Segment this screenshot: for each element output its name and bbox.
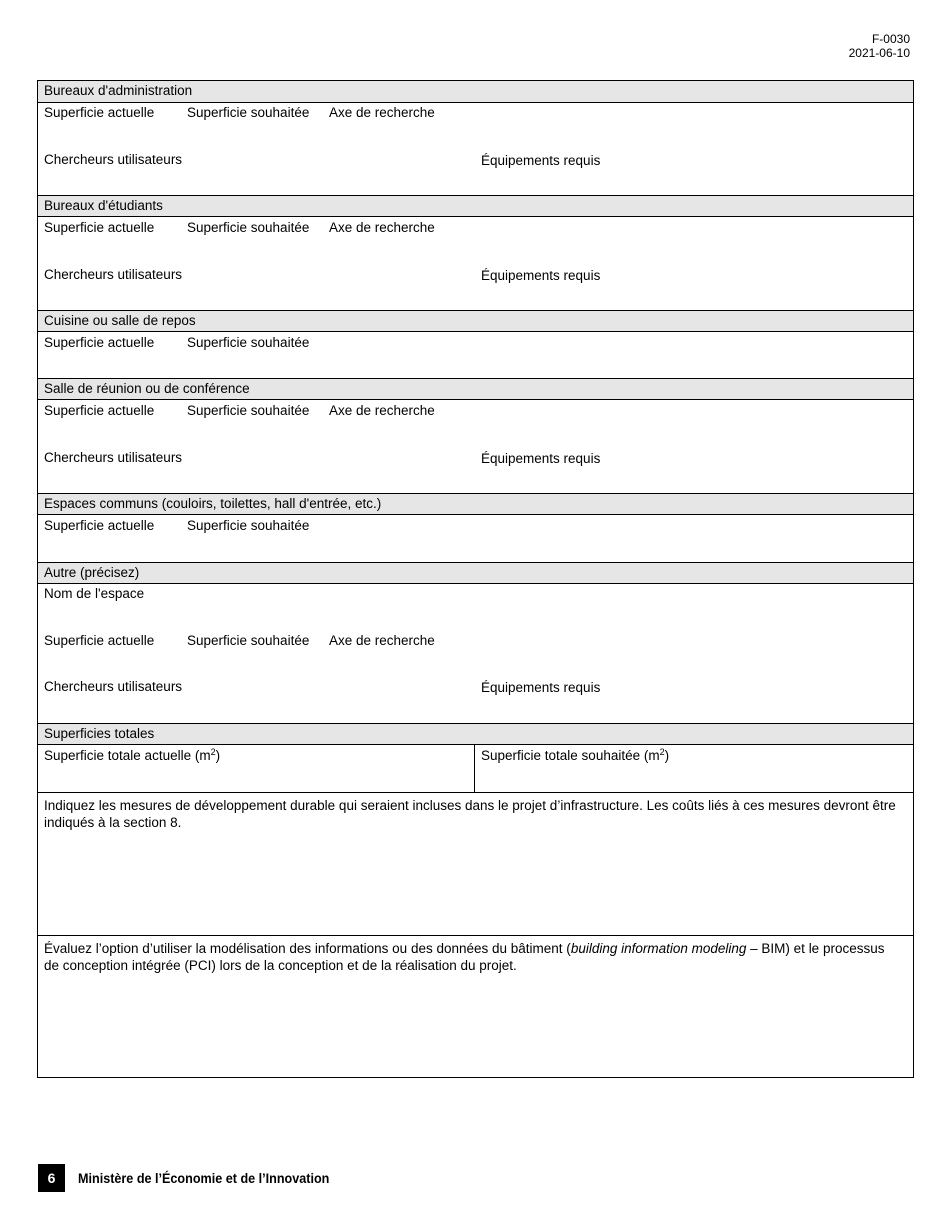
bim-text-italic: building information modeling <box>570 941 747 956</box>
section-header-common-spaces: Espaces communs (couloirs, toilettes, hall d'entrée, etc.) <box>38 493 913 515</box>
other-research-axis-field[interactable]: Axe de recherche <box>329 633 435 648</box>
section-header-meeting-room: Salle de réunion ou de conférence <box>38 378 913 400</box>
total-desired-area-label: Superficie totale souhaitée (m <box>481 748 660 763</box>
other-desired-area-field[interactable]: Superficie souhaitée <box>187 633 310 648</box>
sustainability-measures-field[interactable]: Indiquez les mesures de développement durable qui seraient incluses dans le projet d’infrastructure. Les coûts liés à ces mesures devront être indiqués à la section 8. <box>44 798 896 830</box>
common-current-area-field[interactable]: Superficie actuelle <box>44 518 155 533</box>
bim-text-start: Évaluez l’option d’utiliser la modélisation des informations ou des données du bâtiment ( <box>44 941 571 956</box>
closing-paren: ) <box>664 748 670 763</box>
student-research-axis-field[interactable]: Axe de recherche <box>329 220 435 235</box>
form-code-block <box>849 32 910 60</box>
meeting-researchers-field[interactable]: Chercheurs utilisateurs <box>44 450 183 465</box>
other-equipment-field[interactable]: Équipements requis <box>481 680 601 695</box>
kitchen-current-area-field[interactable]: Superficie actuelle <box>44 335 155 350</box>
other-current-area-field[interactable]: Superficie actuelle <box>44 633 155 648</box>
kitchen-desired-area-field[interactable]: Superficie souhaitée <box>187 335 310 350</box>
meeting-desired-area-field[interactable]: Superficie souhaitée <box>187 403 310 418</box>
bim-text-end: – BIM) et le processus de conception intégrée (PCI) lors de la conception et de la réalisation du projet. <box>44 941 885 973</box>
admin-current-area-field[interactable]: Superficie actuelle <box>44 105 155 120</box>
divider <box>38 935 913 936</box>
section-header-admin-offices: Bureaux d'administration <box>38 81 913 103</box>
other-space-name-field[interactable]: Nom de l'espace <box>44 586 145 601</box>
section-header-totals: Superficies totales <box>38 723 913 745</box>
admin-researchers-field[interactable]: Chercheurs utilisateurs <box>44 152 183 167</box>
admin-desired-area-field[interactable]: Superficie souhaitée <box>187 105 310 120</box>
square-meter-exponent: 2 <box>659 747 665 757</box>
space-requirements-form <box>37 80 914 1078</box>
student-desired-area-field[interactable]: Superficie souhaitée <box>187 220 310 235</box>
divider <box>38 792 913 793</box>
bim-evaluation-field[interactable] <box>44 940 903 974</box>
totals-column-divider <box>474 745 475 792</box>
total-current-area-field[interactable] <box>44 748 220 764</box>
section-header-other: Autre (précisez) <box>38 562 913 584</box>
section-header-kitchen: Cuisine ou salle de repos <box>38 310 913 332</box>
meeting-current-area-field[interactable]: Superficie actuelle <box>44 403 155 418</box>
student-current-area-field[interactable]: Superficie actuelle <box>44 220 155 235</box>
admin-equipment-field[interactable]: Équipements requis <box>481 153 601 168</box>
page-number: 6 <box>38 1164 65 1192</box>
student-researchers-field[interactable]: Chercheurs utilisateurs <box>44 267 183 282</box>
admin-research-axis-field[interactable]: Axe de recherche <box>329 105 435 120</box>
total-desired-area-field[interactable] <box>481 748 669 764</box>
meeting-research-axis-field[interactable]: Axe de recherche <box>329 403 435 418</box>
form-date: 2021-06-10 <box>848 46 910 60</box>
square-meter-exponent: 2 <box>210 747 216 757</box>
student-equipment-field[interactable]: Équipements requis <box>481 268 601 283</box>
total-current-area-label: Superficie totale actuelle (m <box>44 748 211 763</box>
form-number: F-0030 <box>871 32 910 46</box>
closing-paren: ) <box>215 748 221 763</box>
section-header-student-offices: Bureaux d'étudiants <box>38 195 913 217</box>
ministry-name: Ministère de l’Économie et de l’Innovation <box>78 1170 330 1186</box>
other-researchers-field[interactable]: Chercheurs utilisateurs <box>44 679 183 694</box>
meeting-equipment-field[interactable]: Équipements requis <box>481 451 601 466</box>
common-desired-area-field[interactable]: Superficie souhaitée <box>187 518 310 533</box>
